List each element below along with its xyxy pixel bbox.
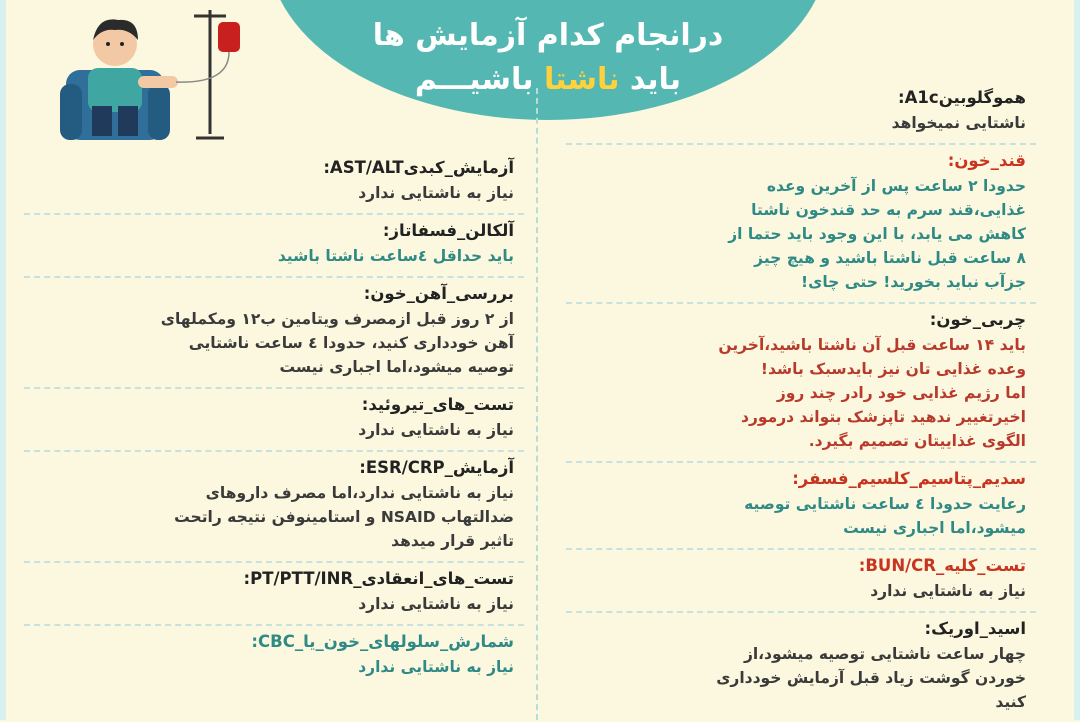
test-title: چربی_خون: bbox=[929, 310, 1026, 329]
test-description: رعایت حدودا ٤ ساعت ناشتایی توصیه میشود،اما اجباری نیست bbox=[744, 495, 1026, 537]
title-line-2-prefix: باید bbox=[619, 62, 682, 97]
test-title: تست_های_انعقادی_PT/PTT/INR: bbox=[243, 569, 514, 588]
test-title: بررسی_آهن_خون: bbox=[363, 284, 514, 303]
test-item-liver bbox=[24, 152, 524, 215]
patient-iv-illustration bbox=[58, 6, 268, 146]
test-item-electrolytes bbox=[566, 463, 1036, 550]
column-divider bbox=[536, 88, 538, 720]
test-title: آزمایش_ESR/CRP: bbox=[359, 458, 514, 477]
test-item-blood-lipids bbox=[566, 304, 1036, 463]
test-item-thyroid bbox=[24, 389, 524, 452]
test-description: نیاز به ناشتایی ندارد،اما مصرف داروهای ضدالتهاب NSAID و استامینوفن نتیجه راتحت تاثیر قرار میدهد bbox=[174, 484, 514, 550]
test-description: نیاز به ناشتایی ندارد bbox=[870, 582, 1026, 600]
test-description: حدودا ۲ ساعت پس از آخرین وعده غذایی،قند سرم به حد قندخون ناشتا کاهش می یابد، با این وجود باید حتما از ۸ ساعت قبل ناشتا باشید و هیچ چیز جزآب نباید بخورید! حتی چای! bbox=[728, 177, 1026, 291]
test-description: ناشتایی نمیخواهد bbox=[891, 114, 1026, 132]
title-line-2-suffix: باشیـــم bbox=[414, 62, 544, 97]
test-title: آلکالن_فسفاتاز: bbox=[382, 221, 514, 240]
test-title: آزمایش_کبدیAST/ALT: bbox=[323, 158, 514, 177]
test-description: باید ۱۴ ساعت قبل آن ناشتا باشید،آخرین وعده غذایی تان نیز بایدسبک باشد! اما رژیم غذایی خود رادر چند روز اخیرتغییر ندهید تاپزشک بتواند درمورد الگوی غذاییتان تصمیم بگیرد. bbox=[718, 336, 1026, 450]
test-item-blood-sugar bbox=[566, 145, 1036, 304]
test-title: تست_های_تیروئید: bbox=[361, 395, 514, 414]
title-highlight: ناشتا bbox=[543, 62, 620, 97]
test-description: نیاز به ناشتایی ندارد bbox=[358, 658, 514, 676]
test-item-coagulation bbox=[24, 563, 524, 626]
test-title: قند_خون: bbox=[947, 151, 1026, 170]
test-title: هموگلوبینA1c: bbox=[898, 88, 1026, 107]
test-description: چهار ساعت ناشتایی توصیه میشود،از خوردن گوشت زیاد قبل آزمایش خودداری کنید bbox=[716, 645, 1026, 711]
test-title: سدیم_پتاسیم_کلسیم_فسفر: bbox=[792, 469, 1026, 488]
test-description: از ۲ روز قبل ازمصرف ویتامین ب۱۲ ومکملهای آهن خودداری کنید، حدودا ٤ ساعت ناشتایی توصیه میشود،اما اجباری نیست bbox=[160, 310, 514, 376]
test-item-kidney bbox=[566, 550, 1036, 613]
test-title: تست_کلیه_BUN/CR: bbox=[858, 556, 1026, 575]
test-title: اسید_اوریک: bbox=[924, 619, 1026, 638]
test-title: شمارش_سلولهای_خون_یا_CBC: bbox=[251, 632, 514, 651]
test-description: نیاز به ناشتایی ندارد bbox=[358, 595, 514, 613]
right-column bbox=[566, 82, 1036, 722]
test-description: باید حداقل ٤ساعت ناشتا باشید bbox=[277, 247, 514, 265]
left-column bbox=[24, 152, 524, 687]
test-item-cbc bbox=[24, 626, 524, 687]
test-item-iron bbox=[24, 278, 524, 389]
test-description: نیاز به ناشتایی ندارد bbox=[358, 421, 514, 439]
test-item-hba1c bbox=[566, 82, 1036, 145]
title-line-1: درانجام کدام آزمایش ها bbox=[372, 18, 724, 53]
test-item-alkaline-phosphatase bbox=[24, 215, 524, 278]
test-description: نیاز به ناشتایی ندارد bbox=[358, 184, 514, 202]
test-item-uric-acid bbox=[566, 613, 1036, 722]
test-item-esr-crp bbox=[24, 452, 524, 563]
